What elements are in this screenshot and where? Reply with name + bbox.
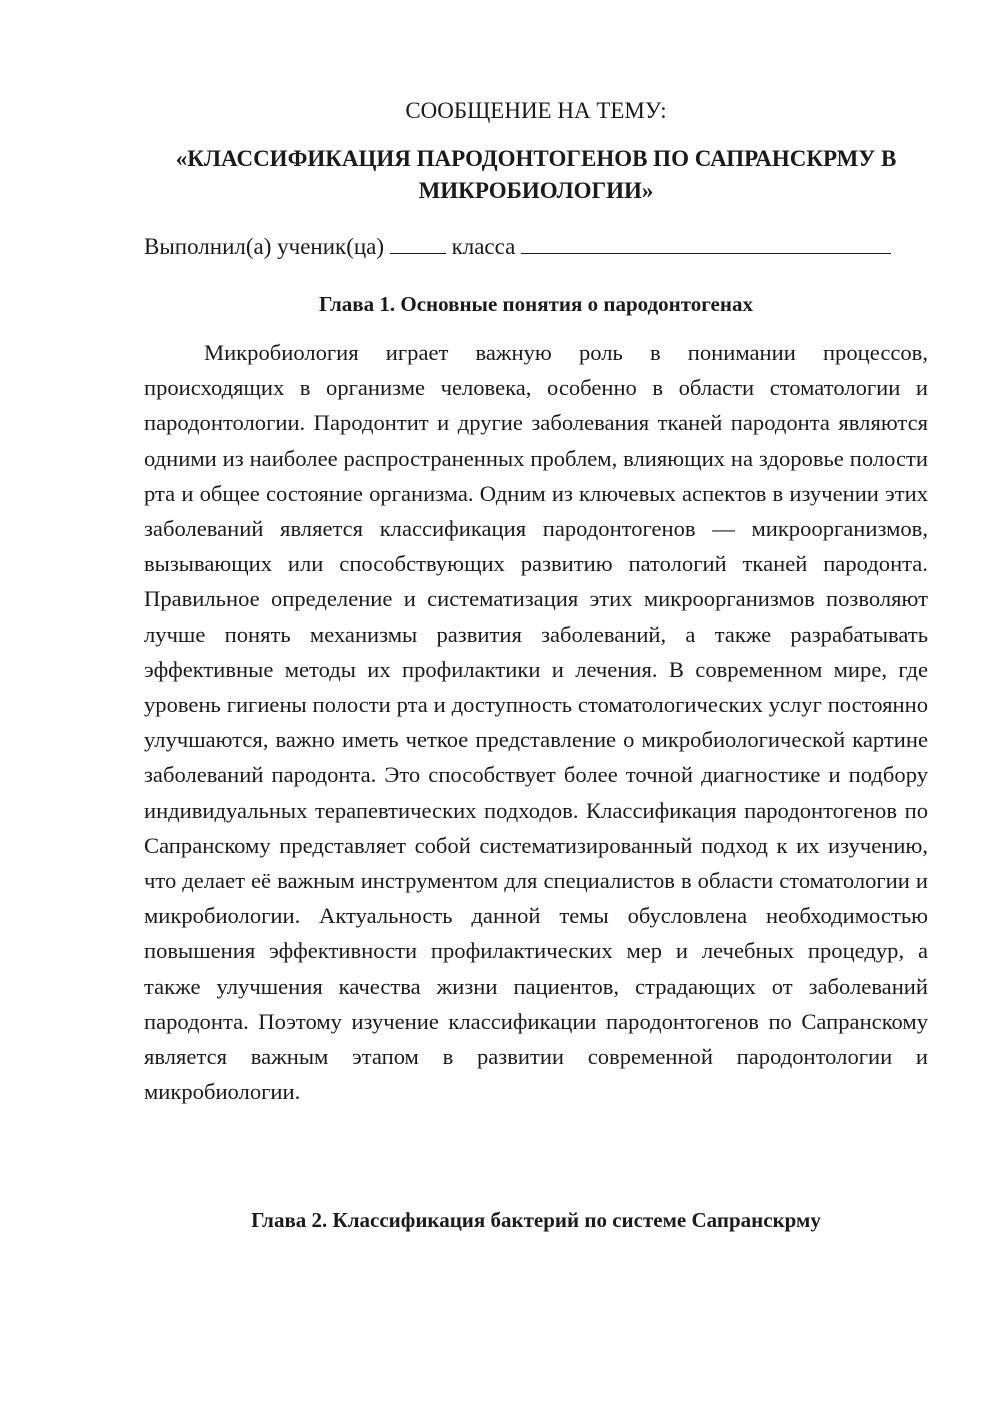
name-blank-line — [521, 233, 891, 254]
document-page — [144, 0, 928, 1414]
grade-blank-line — [390, 233, 446, 254]
chapter-2-heading: Глава 2. Классификация бактерий по системе Сапранскрму — [251, 1208, 821, 1232]
document-subtitle: СООБЩЕНИЕ НА ТЕМУ: — [405, 98, 667, 123]
author-prefix: Выполнил(а) ученик(ца) — [144, 234, 385, 259]
author-class-label: класса — [451, 234, 516, 259]
chapter-1-paragraph: Микробиология играет важную роль в понимании процессов, происходящих в организме человека, особенно в области стоматологии и пародонтологии. Пародонтит и другие заболевания тканей пародонта являются одними из наиболее распространенных проблем, влияющих на здоровье полости рта и общее состояние организма. Одним из ключевых аспектов в изучении этих заболеваний является классификация пародонтогенов — микроорганизмов, вызывающих или способствующих развитию патологий тканей пародонта. Правильное определение и систематизация этих микроорганизмов позволяют лучше понять механизмы развития заболеваний, а также разрабатывать эффективные методы их профилактики и лечения. В современном мире, где уровень гигиены полости рта и доступность стоматологических услуг постоянно улучшаются, важно иметь четкое представление о микробиологической картине заболеваний пародонта. Это способствует более точной диагностике и подбору индивидуальных терапевтических подходов. Классификация пародонтогенов по Сапранскому представляет собой систематизированный подход к их изучению, что делает её важным инструментом для специалистов в области стоматологии и микробиологии. Актуальность данной темы обусловлена необходимостью повышения эффективности профилактических мер и лечебных процедур, а также улучшения качества жизни пациентов, страдающих от заболеваний пародонта. Поэтому изучение классификации пародонтогенов по Сапранскому является важным этапом в развитии современной пародонтологии и микробиологии. — [144, 340, 928, 1105]
chapter-1-heading: Глава 1. Основные понятия о пародонтогенах — [319, 292, 753, 316]
author-line — [144, 232, 928, 262]
document-title: «КЛАССИФИКАЦИЯ ПАРОДОНТОГЕНОВ ПО САПРАНСКРМУ В МИКРОБИОЛОГИИ» — [175, 146, 897, 203]
